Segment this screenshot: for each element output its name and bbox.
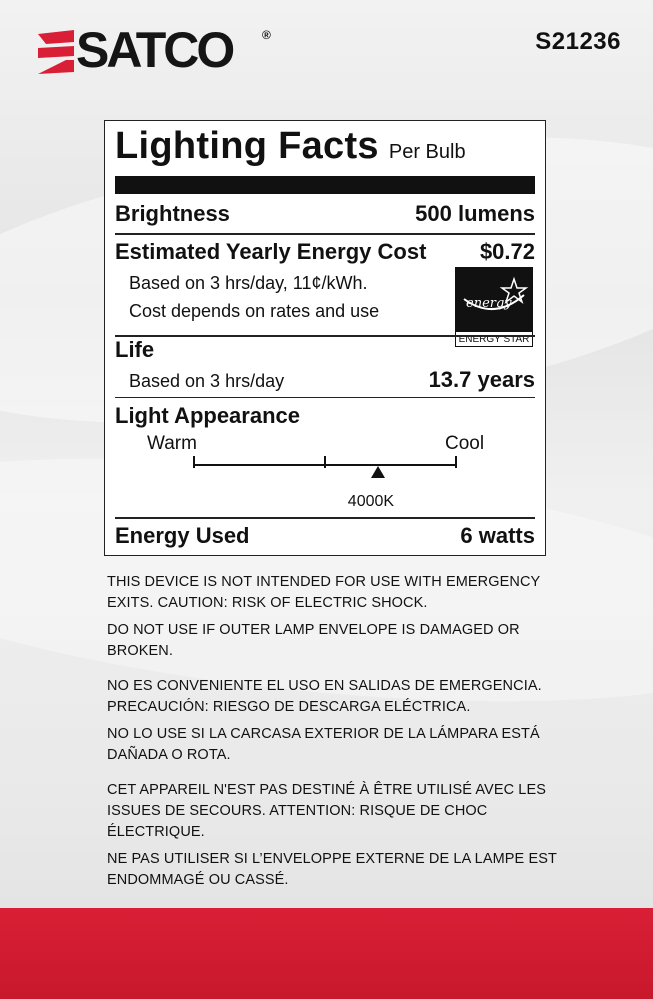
warning-en-2: DO NOT USE IF OUTER LAMP ENVELOPE IS DAMAGED OR BROKEN.: [107, 622, 520, 659]
brightness-value: 500 lumens: [415, 201, 535, 226]
cool-label: Cool: [445, 433, 485, 454]
energy-star-label: ENERGY STAR: [455, 331, 533, 347]
warnings-french: [107, 780, 587, 891]
warning-es-2: NO LO USE SI LA CARCASA EXTERIOR DE LA LÁMPARA ESTÁ DAÑADA O ROTA.: [107, 726, 540, 763]
scale-tick-end: [455, 456, 457, 468]
energy-cost-label: Estimated Yearly Energy Cost: [115, 239, 427, 264]
brand-color-band: [0, 908, 653, 999]
life-label: Life: [115, 337, 155, 362]
warning-fr-1: CET APPAREIL N'EST PAS DESTINÉ À ÊTRE UTILISÉ AVEC LES ISSUES DE SECOURS. ATTENTION: RISQUE DE CHOC ÉLECTRIQUE.: [107, 782, 547, 840]
energy-used-value: 6 watts: [460, 523, 535, 548]
cost-note-2: Cost depends on rates and use: [129, 301, 380, 321]
title-rule: [115, 176, 535, 194]
warning-fr-2: NE PAS UTILISER SI L’ENVELOPPE EXTERNE DE LA LAMPE EST ENDOMMAGÉ OU CASSÉ.: [107, 851, 557, 888]
energy-used-row: [115, 523, 535, 549]
panel-title: [115, 125, 535, 168]
energy-star-script: energy: [466, 296, 512, 311]
appearance-marker: [371, 466, 385, 478]
brightness-row: [115, 201, 535, 227]
divider: [115, 517, 535, 519]
lighting-facts-panel: [104, 120, 546, 556]
energy-cost-value: $0.72: [479, 239, 535, 264]
warning-es-1: NO ES CONVENIENTE EL USO EN SALIDAS DE EMERGENCIA. PRECAUCIÓN: RIESGO DE DESCARGA ELÉCTRICA.: [107, 678, 542, 715]
warnings-block: [107, 572, 587, 905]
warning-en-1: THIS DEVICE IS NOT INTENDED FOR USE WITH EMERGENCY EXITS. CAUTION: RISK OF ELECTRIC SHOCK.: [107, 574, 541, 611]
color-temperature-value: 4000K: [347, 493, 395, 510]
registered-mark: ®: [262, 28, 271, 42]
sku-number: S21236: [535, 28, 621, 55]
life-value: 13.7 years: [428, 367, 535, 392]
brightness-label: Brightness: [115, 201, 230, 226]
warnings-spanish: [107, 676, 587, 766]
brand-name: SATCO: [76, 22, 233, 78]
panel-title-text: Lighting Facts: [115, 125, 379, 167]
warnings-english: [107, 572, 587, 662]
divider: [115, 397, 535, 398]
scale-tick-mid: [324, 456, 326, 468]
life-row: [129, 367, 535, 393]
life-note: Based on 3 hrs/day: [129, 371, 285, 391]
satco-logo-icon: [36, 26, 76, 76]
energy-used-label: Energy Used: [115, 523, 250, 548]
warm-label: Warm: [147, 433, 197, 454]
energy-star-icon: [458, 269, 530, 325]
scale-tick-start: [193, 456, 195, 468]
appearance-label: Light Appearance: [115, 403, 300, 428]
per-bulb-label: Per Bulb: [388, 141, 466, 163]
cost-note-1: Based on 3 hrs/day, 11¢/kWh.: [129, 273, 368, 293]
divider: [115, 233, 535, 235]
energy-cost-row: [115, 239, 535, 265]
